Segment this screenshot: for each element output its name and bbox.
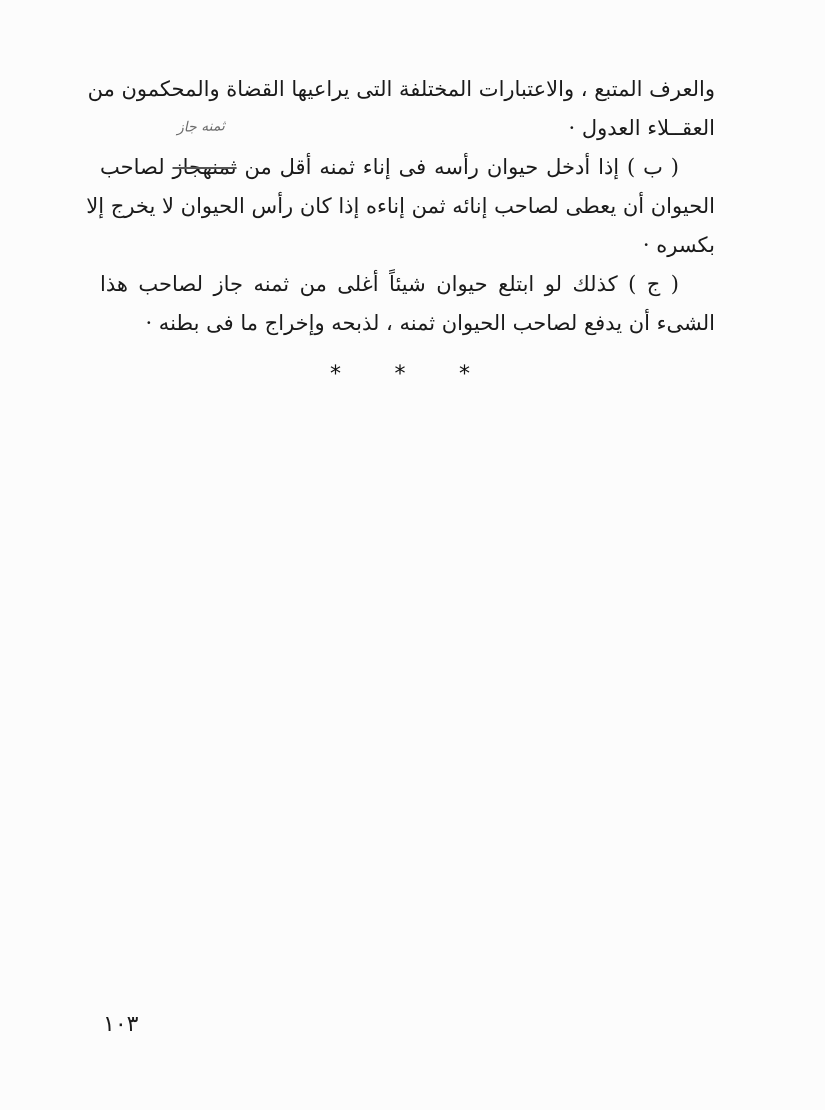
- paragraph-c: [100, 265, 715, 343]
- line-3-prefix: ( ب ) إذا أدخل حيوان رأسه فى إناء ثمنه أقل من: [236, 155, 679, 179]
- text-line-4: الحيوان أن يعطى لصاحب إنائه ثمن إناءه إذا كان رأس الحيوان لا يخرج إلا: [86, 194, 715, 218]
- text-line-6: ( ج ) كذلك لو ابتلع حيوان شيئاً أغلى من ثمنه جاز لصاحب هذا: [100, 272, 679, 296]
- separator-star: *: [330, 362, 341, 387]
- text-line-2: العقــلاء العدول ·: [568, 116, 715, 140]
- separator-star: *: [394, 362, 406, 387]
- separator-star: *: [459, 362, 470, 387]
- paragraph-intro: [87, 70, 715, 148]
- text-line-5: بكسره ·: [642, 233, 715, 257]
- text-line-7: الشىء أن يدفع لصاحب الحيوان ثمنه ، لذبحه وإخراج ما فى بطنه ·: [145, 311, 715, 335]
- struck-out-word: ثمنهجاز: [172, 155, 237, 179]
- text-line-1: والعرف المتبع ، والاعتبارات المختلفة التى يراعيها القضاة والمحكمون من: [87, 77, 715, 101]
- section-separator: [330, 362, 470, 387]
- line-3-suffix: لصاحب: [100, 155, 173, 179]
- handwritten-annotation: ثمنه جاز: [176, 118, 226, 136]
- page-number: ١٠٣: [103, 1012, 139, 1037]
- paragraph-b: [86, 148, 715, 265]
- text-line-3: [100, 148, 715, 187]
- main-text-block: [86, 70, 715, 343]
